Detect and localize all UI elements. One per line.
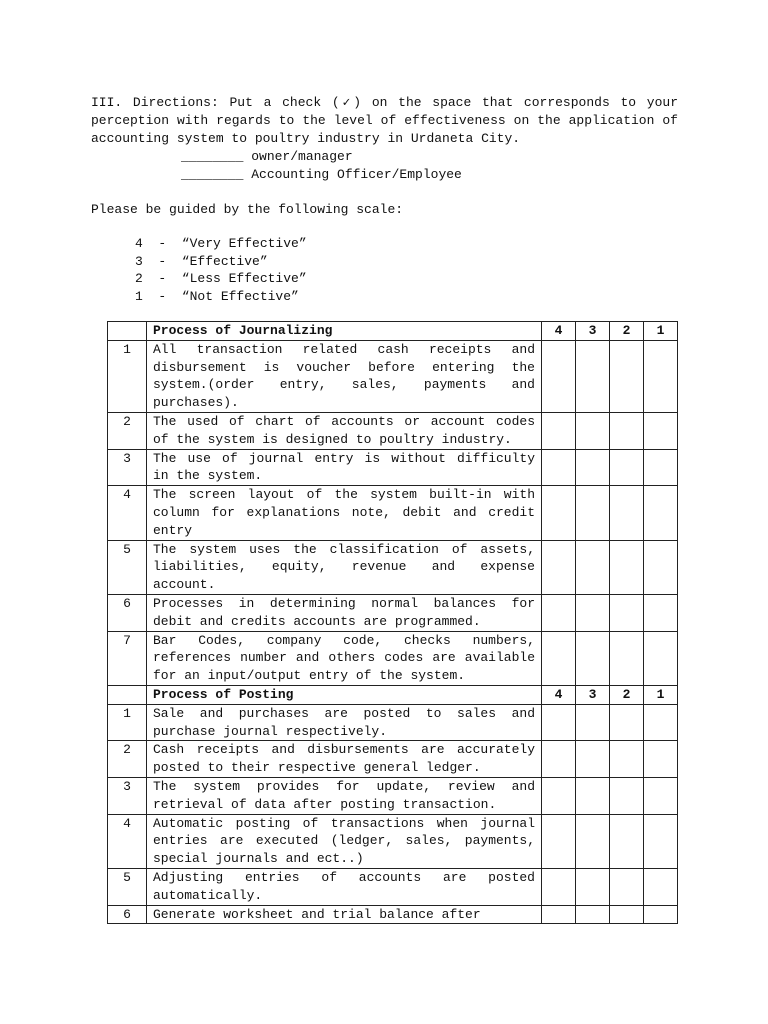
section-header-row [108,685,678,704]
rating-checkbox-3[interactable] [576,340,610,412]
item-number: 1 [108,340,147,412]
rating-header-2: 2 [610,322,644,341]
rating-checkbox-1[interactable] [644,704,678,741]
item-number: 5 [108,868,147,905]
rating-checkbox-1[interactable] [644,741,678,778]
item-statement: All transaction related cash receipts and disbursement is voucher before entering the system.(order entry, sales, payments and purchases). [147,340,542,412]
table-row [108,814,678,868]
table-row [108,631,678,685]
item-number: 4 [108,486,147,540]
rating-checkbox-2[interactable] [610,777,644,814]
survey-table [107,321,678,924]
rating-checkbox-1[interactable] [644,905,678,924]
rating-checkbox-2[interactable] [610,704,644,741]
rating-checkbox-1[interactable] [644,340,678,412]
item-statement: Generate worksheet and trial balance after [147,905,542,924]
section-number-cell [108,685,147,704]
rating-header-4: 4 [542,322,576,341]
table-row [108,540,678,594]
rating-checkbox-3[interactable] [576,594,610,631]
table-row [108,594,678,631]
item-number: 1 [108,704,147,741]
rating-checkbox-3[interactable] [576,741,610,778]
rating-checkbox-2[interactable] [610,486,644,540]
table-row [108,777,678,814]
item-statement: Processes in determining normal balances for debit and credits accounts are programmed. [147,594,542,631]
scale-guide-text: Please be guided by the following scale: [91,202,404,217]
rating-header-2: 2 [610,685,644,704]
rating-checkbox-3[interactable] [576,540,610,594]
rating-checkbox-4[interactable] [542,540,576,594]
rating-checkbox-2[interactable] [610,449,644,486]
rating-checkbox-2[interactable] [610,868,644,905]
section-header-row [108,322,678,341]
rating-checkbox-1[interactable] [644,594,678,631]
rating-checkbox-3[interactable] [576,777,610,814]
rating-header-1: 1 [644,685,678,704]
item-statement: Automatic posting of transactions when journal entries are executed (ledger, sales, payments, special journals and ect..) [147,814,542,868]
scale-item-4: 4 - “Very Effective” [135,236,307,251]
rating-checkbox-2[interactable] [610,594,644,631]
rating-checkbox-2[interactable] [610,412,644,449]
table-row [108,704,678,741]
survey-page [91,94,679,305]
item-statement: The used of chart of accounts or account codes of the system is designed to poultry industry. [147,412,542,449]
rating-checkbox-4[interactable] [542,814,576,868]
rating-checkbox-4[interactable] [542,449,576,486]
respondent-option-employee[interactable]: ________ Accounting Officer/Employee [181,167,462,182]
rating-checkbox-4[interactable] [542,704,576,741]
rating-header-3: 3 [576,685,610,704]
rating-checkbox-2[interactable] [610,631,644,685]
item-number: 2 [108,412,147,449]
respondent-options [181,148,679,184]
rating-checkbox-1[interactable] [644,486,678,540]
rating-checkbox-3[interactable] [576,631,610,685]
table-row [108,449,678,486]
item-number: 3 [108,777,147,814]
item-statement: The use of journal entry is without difficulty in the system. [147,449,542,486]
rating-header-4: 4 [542,685,576,704]
item-statement: The screen layout of the system built-in with column for explanations note, debit and credit entry [147,486,542,540]
item-statement: Bar Codes, company code, checks numbers, references number and others codes are available for an input/output entry of the system. [147,631,542,685]
section-title: Process of Journalizing [147,322,542,341]
rating-checkbox-2[interactable] [610,340,644,412]
rating-checkbox-3[interactable] [576,868,610,905]
rating-checkbox-4[interactable] [542,741,576,778]
rating-checkbox-1[interactable] [644,814,678,868]
item-statement: The system uses the classification of assets, liabilities, equity, revenue and expense account. [147,540,542,594]
section-title: Process of Posting [147,685,542,704]
rating-checkbox-4[interactable] [542,594,576,631]
table-row [108,868,678,905]
rating-checkbox-4[interactable] [542,340,576,412]
rating-checkbox-1[interactable] [644,777,678,814]
rating-checkbox-1[interactable] [644,412,678,449]
rating-checkbox-2[interactable] [610,540,644,594]
rating-checkbox-3[interactable] [576,412,610,449]
item-number: 6 [108,594,147,631]
rating-checkbox-2[interactable] [610,814,644,868]
item-statement: Sale and purchases are posted to sales and purchase journal respectively. [147,704,542,741]
rating-checkbox-4[interactable] [542,631,576,685]
rating-checkbox-1[interactable] [644,868,678,905]
rating-checkbox-2[interactable] [610,905,644,924]
rating-checkbox-3[interactable] [576,449,610,486]
rating-scale [135,235,679,305]
scale-item-3: 3 - “Effective” [135,253,268,269]
item-number: 7 [108,631,147,685]
rating-checkbox-3[interactable] [576,814,610,868]
rating-checkbox-3[interactable] [576,704,610,741]
table-row [108,340,678,412]
item-number: 4 [108,814,147,868]
item-statement: Cash receipts and disbursements are accurately posted to their respective general ledger. [147,741,542,778]
scale-item-2: 2 - “Less Effective” [135,271,307,286]
rating-checkbox-3[interactable] [576,486,610,540]
rating-checkbox-4[interactable] [542,486,576,540]
rating-checkbox-4[interactable] [542,412,576,449]
item-number: 6 [108,905,147,924]
rating-checkbox-1[interactable] [644,540,678,594]
respondent-option-owner[interactable]: ________ owner/manager [181,149,353,164]
table-row [108,486,678,540]
scale-item-1: 1 - “Not Effective” [135,288,299,304]
directions-text: III. Directions: Put a check (✓) on the space that corresponds to your perception with regards to the level of effectiveness on the application of accounting system to poultry industry in Urdaneta City. [91,95,678,146]
rating-checkbox-4[interactable] [542,868,576,905]
rating-checkbox-3[interactable] [576,905,610,924]
section-number-cell [108,322,147,341]
item-statement: Adjusting entries of accounts are posted automatically. [147,868,542,905]
table-row [108,741,678,778]
rating-checkbox-4[interactable] [542,905,576,924]
table-row [108,905,678,924]
item-number: 2 [108,741,147,778]
item-number: 5 [108,540,147,594]
rating-header-1: 1 [644,322,678,341]
rating-checkbox-1[interactable] [644,631,678,685]
rating-header-3: 3 [576,322,610,341]
rating-checkbox-4[interactable] [542,777,576,814]
item-number: 3 [108,449,147,486]
rating-checkbox-2[interactable] [610,741,644,778]
table-row [108,412,678,449]
item-statement: The system provides for update, review and retrieval of data after posting transaction. [147,777,542,814]
rating-checkbox-1[interactable] [644,449,678,486]
